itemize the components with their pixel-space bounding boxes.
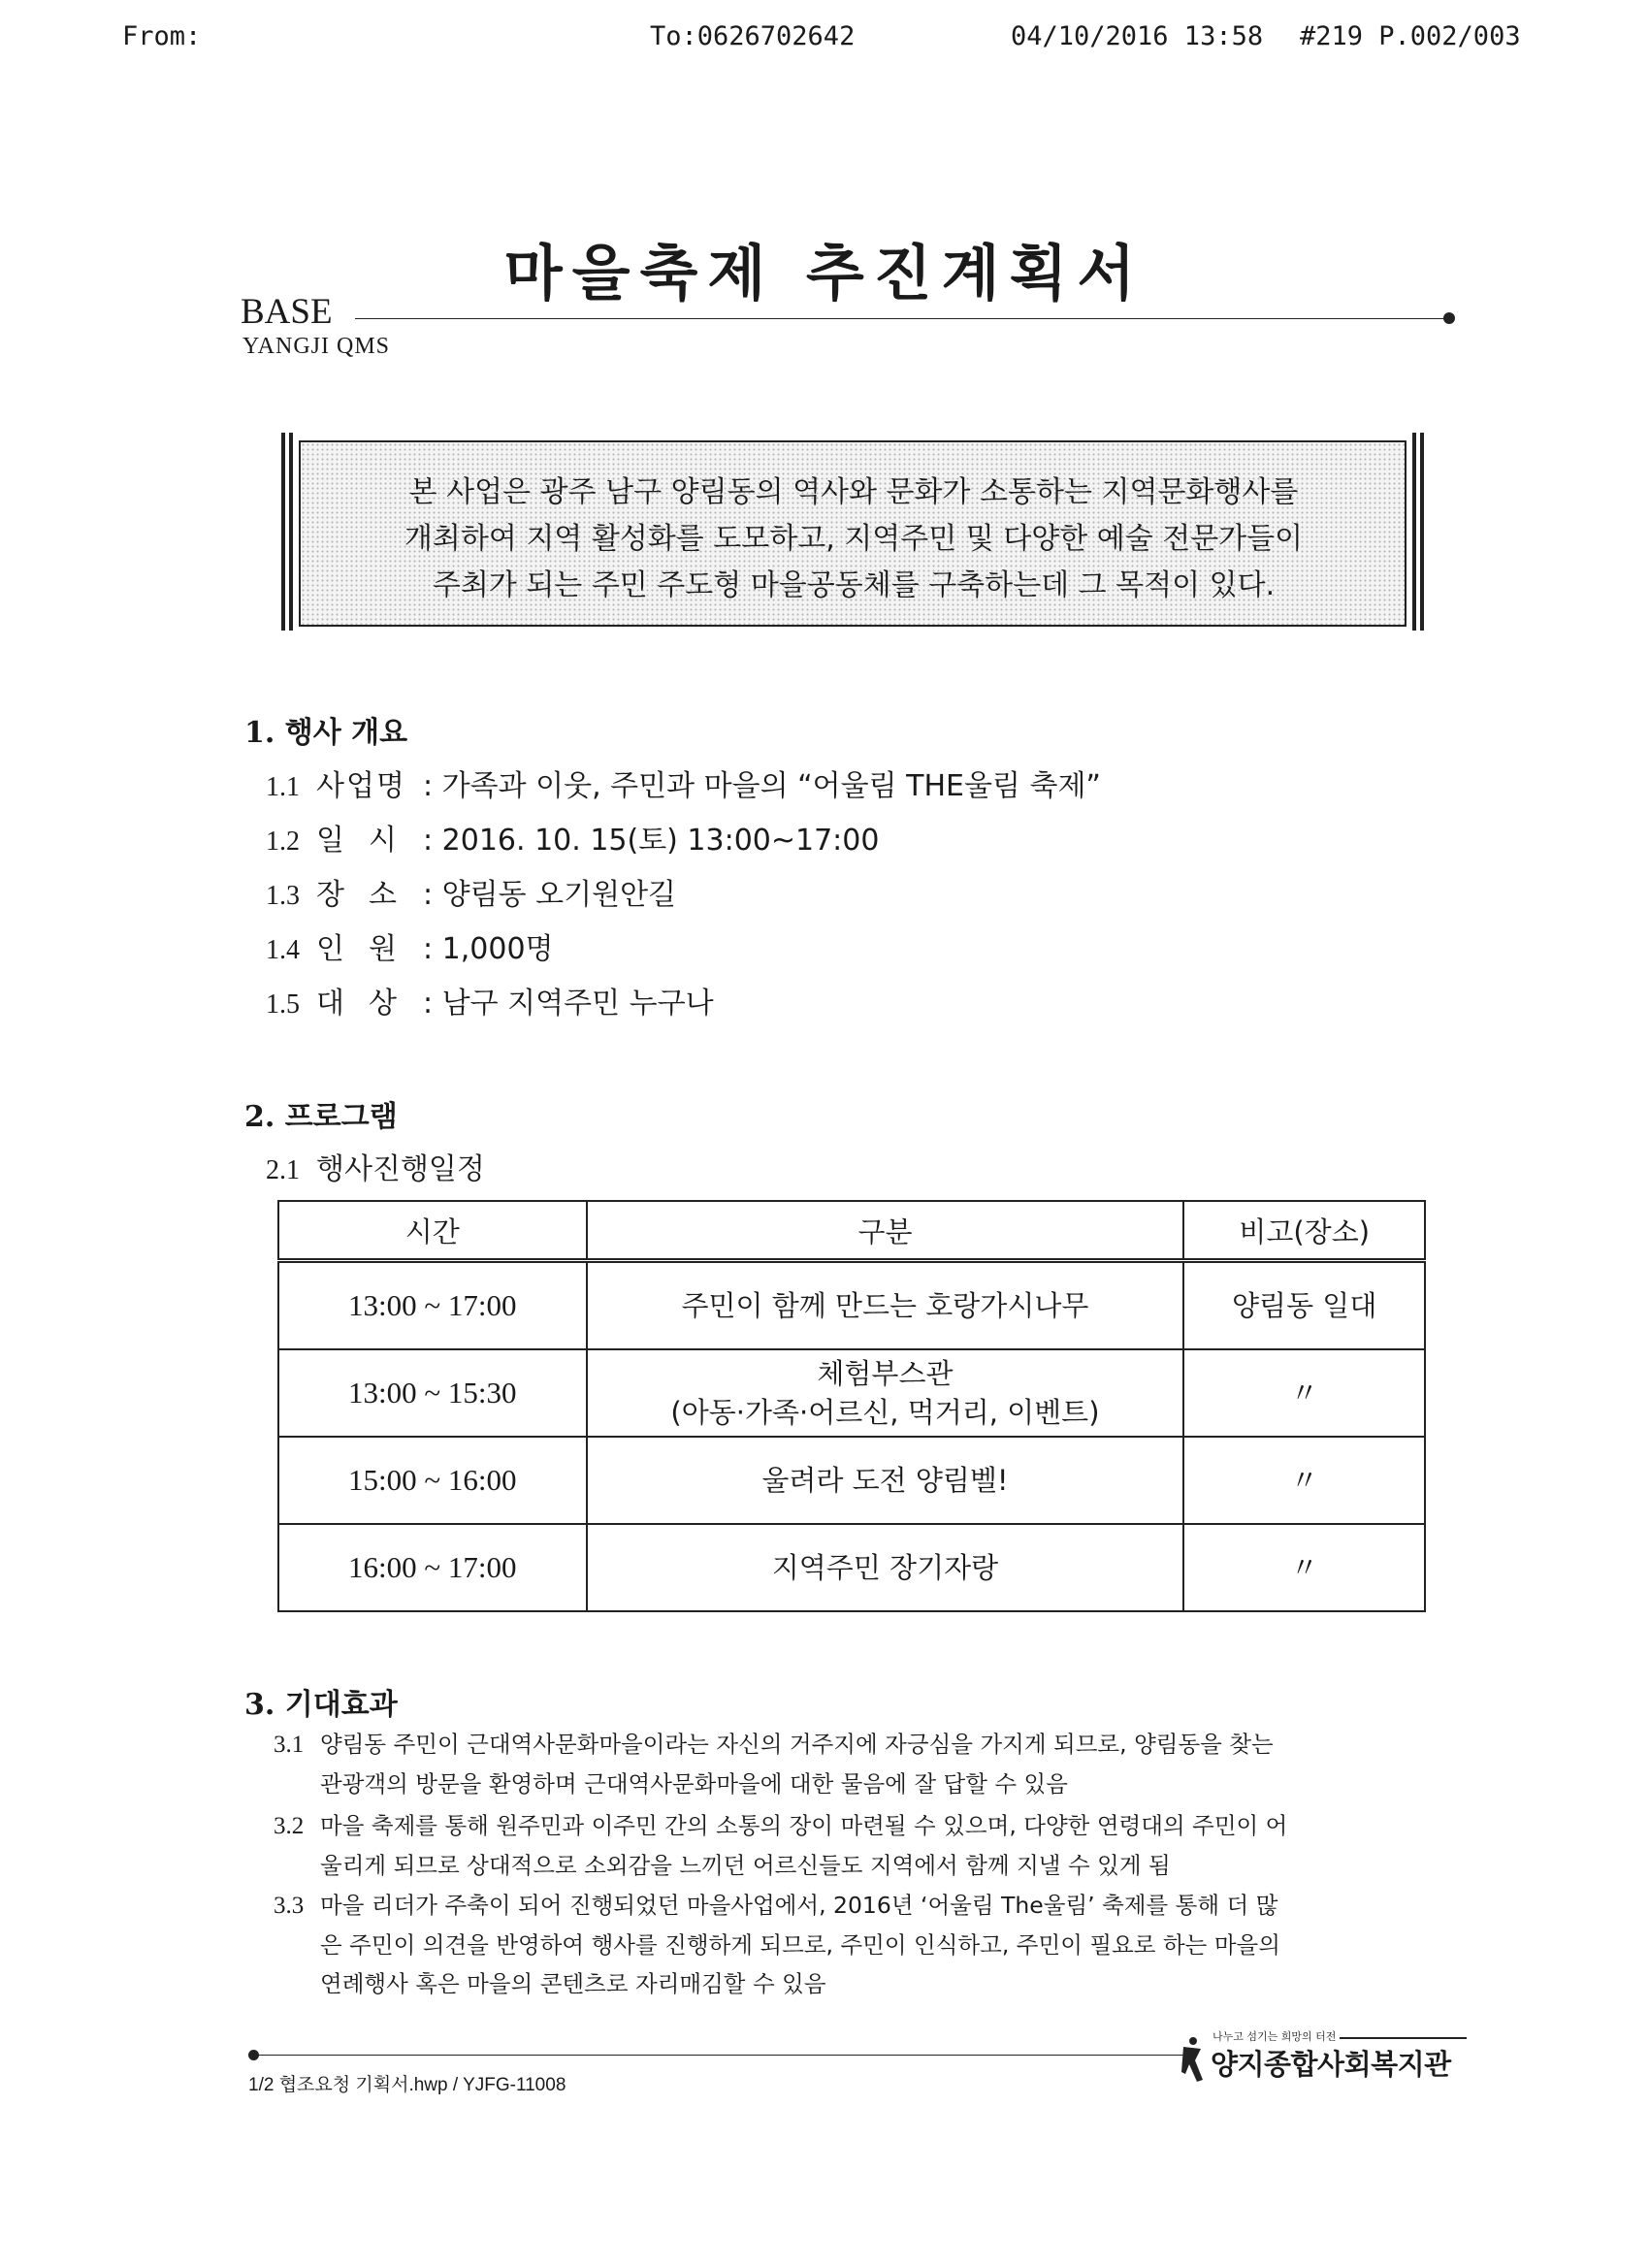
table-row bbox=[278, 1437, 1425, 1524]
overview-item-label: 인 원 bbox=[316, 932, 400, 966]
overview-item-value: 남구 지역주민 누구나 bbox=[441, 987, 714, 1021]
schedule-subheading-label: 행사진행일정 bbox=[316, 1152, 485, 1186]
intro-frame-bar-left bbox=[281, 433, 285, 631]
fax-page-number: #219 P.002/003 bbox=[1300, 21, 1521, 51]
fax-from: From: bbox=[122, 21, 202, 51]
intro-frame-bar-right bbox=[1420, 433, 1424, 631]
overview-item bbox=[266, 924, 554, 967]
effect-item-number: 3.3 bbox=[274, 1893, 305, 1919]
header-category: 구분 bbox=[587, 1201, 1184, 1261]
effect-item-number: 3.2 bbox=[274, 1813, 305, 1839]
overview-item-separator: : bbox=[423, 932, 434, 966]
cell-category-line: 체험부스관 bbox=[817, 1357, 954, 1390]
cell-time: 15:00 ~ 16:00 bbox=[278, 1437, 587, 1524]
org-logo-icon bbox=[1180, 2035, 1214, 2084]
cell-category-line: (아동·가족·어르신, 먹거리, 이벤트) bbox=[670, 1396, 1100, 1429]
brand-name: BASE bbox=[241, 292, 333, 332]
section1-heading: 1. 행사 개요 bbox=[244, 716, 408, 750]
intro-line: 본 사업은 광주 남구 양림동의 역사와 문화가 소통하는 지역문화행사를 bbox=[408, 475, 1299, 509]
effect-item-line: 관광객의 방문을 환영하며 근대역사문화마을에 대한 물음에 잘 답할 수 있음 bbox=[320, 1770, 1068, 1798]
table-header-row bbox=[278, 1201, 1425, 1261]
overview-item-label: 대 상 bbox=[316, 987, 400, 1021]
cell-category bbox=[587, 1349, 1184, 1437]
effect-item bbox=[274, 1725, 1467, 1803]
cell-category: 지역주민 장기자랑 bbox=[587, 1524, 1184, 1611]
intro-line: 주최가 되는 주민 주도형 마을공동체를 구축하는데 그 목적이 있다. bbox=[432, 568, 1276, 602]
section2-heading: 2. 프로그램 bbox=[244, 1100, 398, 1134]
overview-item-value: 2016. 10. 15(토) 13:00~17:00 bbox=[441, 824, 880, 858]
header-time: 시간 bbox=[278, 1201, 587, 1261]
fax-to-number: To:0626702642 bbox=[650, 21, 856, 51]
overview-item-separator: : bbox=[423, 878, 434, 912]
overview-item bbox=[266, 761, 1101, 804]
overview-item bbox=[266, 870, 676, 913]
overview-item-label: 장 소 bbox=[316, 878, 400, 912]
effect-item bbox=[274, 1886, 1467, 2003]
overview-item-value: 양림동 오기원안길 bbox=[441, 878, 677, 912]
document-title: 마을축제 추진계획서 bbox=[503, 238, 1146, 308]
effect-item bbox=[274, 1806, 1467, 1885]
effect-item-number: 3.1 bbox=[274, 1732, 305, 1758]
cell-note: 양림동 일대 bbox=[1183, 1261, 1425, 1350]
effect-item-line: 마을 축제를 통해 원주민과 이주민 간의 소통의 장이 마련될 수 있으며, 다양한 연령대의 주민이 어 bbox=[320, 1812, 1288, 1839]
overview-item-number: 1.4 bbox=[266, 935, 300, 965]
overview-item-value: 1,000명 bbox=[441, 932, 554, 966]
effect-item-line: 은 주민이 의견을 반영하여 행사를 진행하게 되므로, 주민이 인식하고, 주민이 필요로 하는 마을의 bbox=[320, 1931, 1280, 1959]
cell-time: 13:00 ~ 17:00 bbox=[278, 1261, 587, 1350]
intro-frame-bar-left-inner bbox=[289, 433, 293, 631]
overview-item-value: 가족과 이웃, 주민과 마을의 “어울림 THE울림 축제” bbox=[441, 769, 1101, 803]
cell-time: 13:00 ~ 15:30 bbox=[278, 1349, 587, 1437]
table-row bbox=[278, 1261, 1425, 1350]
footer-rule bbox=[254, 2055, 1187, 2056]
table-row bbox=[278, 1349, 1425, 1437]
effect-item-line: 울리게 되므로 상대적으로 소외감을 느끼던 어르신들도 지역에서 함께 지낼 수 있게 됨 bbox=[320, 1852, 1171, 1879]
schedule-subheading-number: 2.1 bbox=[266, 1155, 300, 1185]
org-name: 양지종합사회복지관 bbox=[1211, 2048, 1451, 2081]
title-rule bbox=[355, 318, 1447, 319]
overview-item-separator: : bbox=[423, 769, 434, 803]
overview-item-number: 1.3 bbox=[266, 881, 300, 911]
header-note: 비고(장소) bbox=[1183, 1201, 1425, 1261]
overview-item-number: 1.5 bbox=[266, 989, 300, 1020]
cell-category: 주민이 함께 만드는 호랑가시나무 bbox=[587, 1261, 1184, 1350]
effect-item-line: 연례행사 혹은 마을의 콘텐츠로 자리매김할 수 있음 bbox=[320, 1970, 826, 1997]
title-rule-dot bbox=[1443, 312, 1455, 324]
table-row bbox=[278, 1524, 1425, 1611]
cell-category: 울려라 도전 양림벨! bbox=[587, 1437, 1184, 1524]
intro-frame-bar-right-inner bbox=[1412, 433, 1416, 631]
effect-item-line: 마을 리더가 주축이 되어 진행되었던 마을사업에서, 2016년 ‘어울림 The울림’ 축제를 통해 더 많 bbox=[320, 1892, 1278, 1919]
intro-text bbox=[320, 470, 1387, 609]
intro-line: 개최하여 지역 활성화를 도모하고, 지역주민 및 다양한 예술 전문가들이 bbox=[404, 522, 1304, 556]
overview-item-label: 일 시 bbox=[316, 824, 400, 858]
brand-subtitle: YANGJI QMS bbox=[242, 334, 391, 359]
overview-item bbox=[266, 816, 879, 859]
schedule-subheading bbox=[266, 1145, 485, 1187]
effect-item-line: 양림동 주민이 근대역사문화마을이라는 자신의 거주지에 자긍심을 가지게 되므로, 양림동을 찾는 bbox=[320, 1731, 1274, 1758]
overview-item-number: 1.1 bbox=[266, 772, 300, 802]
section3-heading: 3. 기대효과 bbox=[244, 1688, 398, 1722]
fax-datetime: 04/10/2016 13:58 bbox=[1011, 21, 1264, 51]
cell-note: 〃 bbox=[1183, 1349, 1425, 1437]
cell-time: 16:00 ~ 17:00 bbox=[278, 1524, 587, 1611]
overview-item bbox=[266, 979, 714, 1021]
overview-item-separator: : bbox=[423, 987, 434, 1021]
cell-note: 〃 bbox=[1183, 1437, 1425, 1524]
overview-item-number: 1.2 bbox=[266, 826, 300, 857]
overview-item-separator: : bbox=[423, 824, 434, 858]
cell-note: 〃 bbox=[1183, 1524, 1425, 1611]
footer-filename: 1/2 협조요청 기획서.hwp / YJFG-11008 bbox=[248, 2075, 566, 2095]
overview-item-label: 사업명 bbox=[316, 769, 406, 803]
org-tagline: 나누고 섬기는 희망의 터전 bbox=[1212, 2028, 1340, 2044]
schedule-table bbox=[277, 1200, 1426, 1612]
